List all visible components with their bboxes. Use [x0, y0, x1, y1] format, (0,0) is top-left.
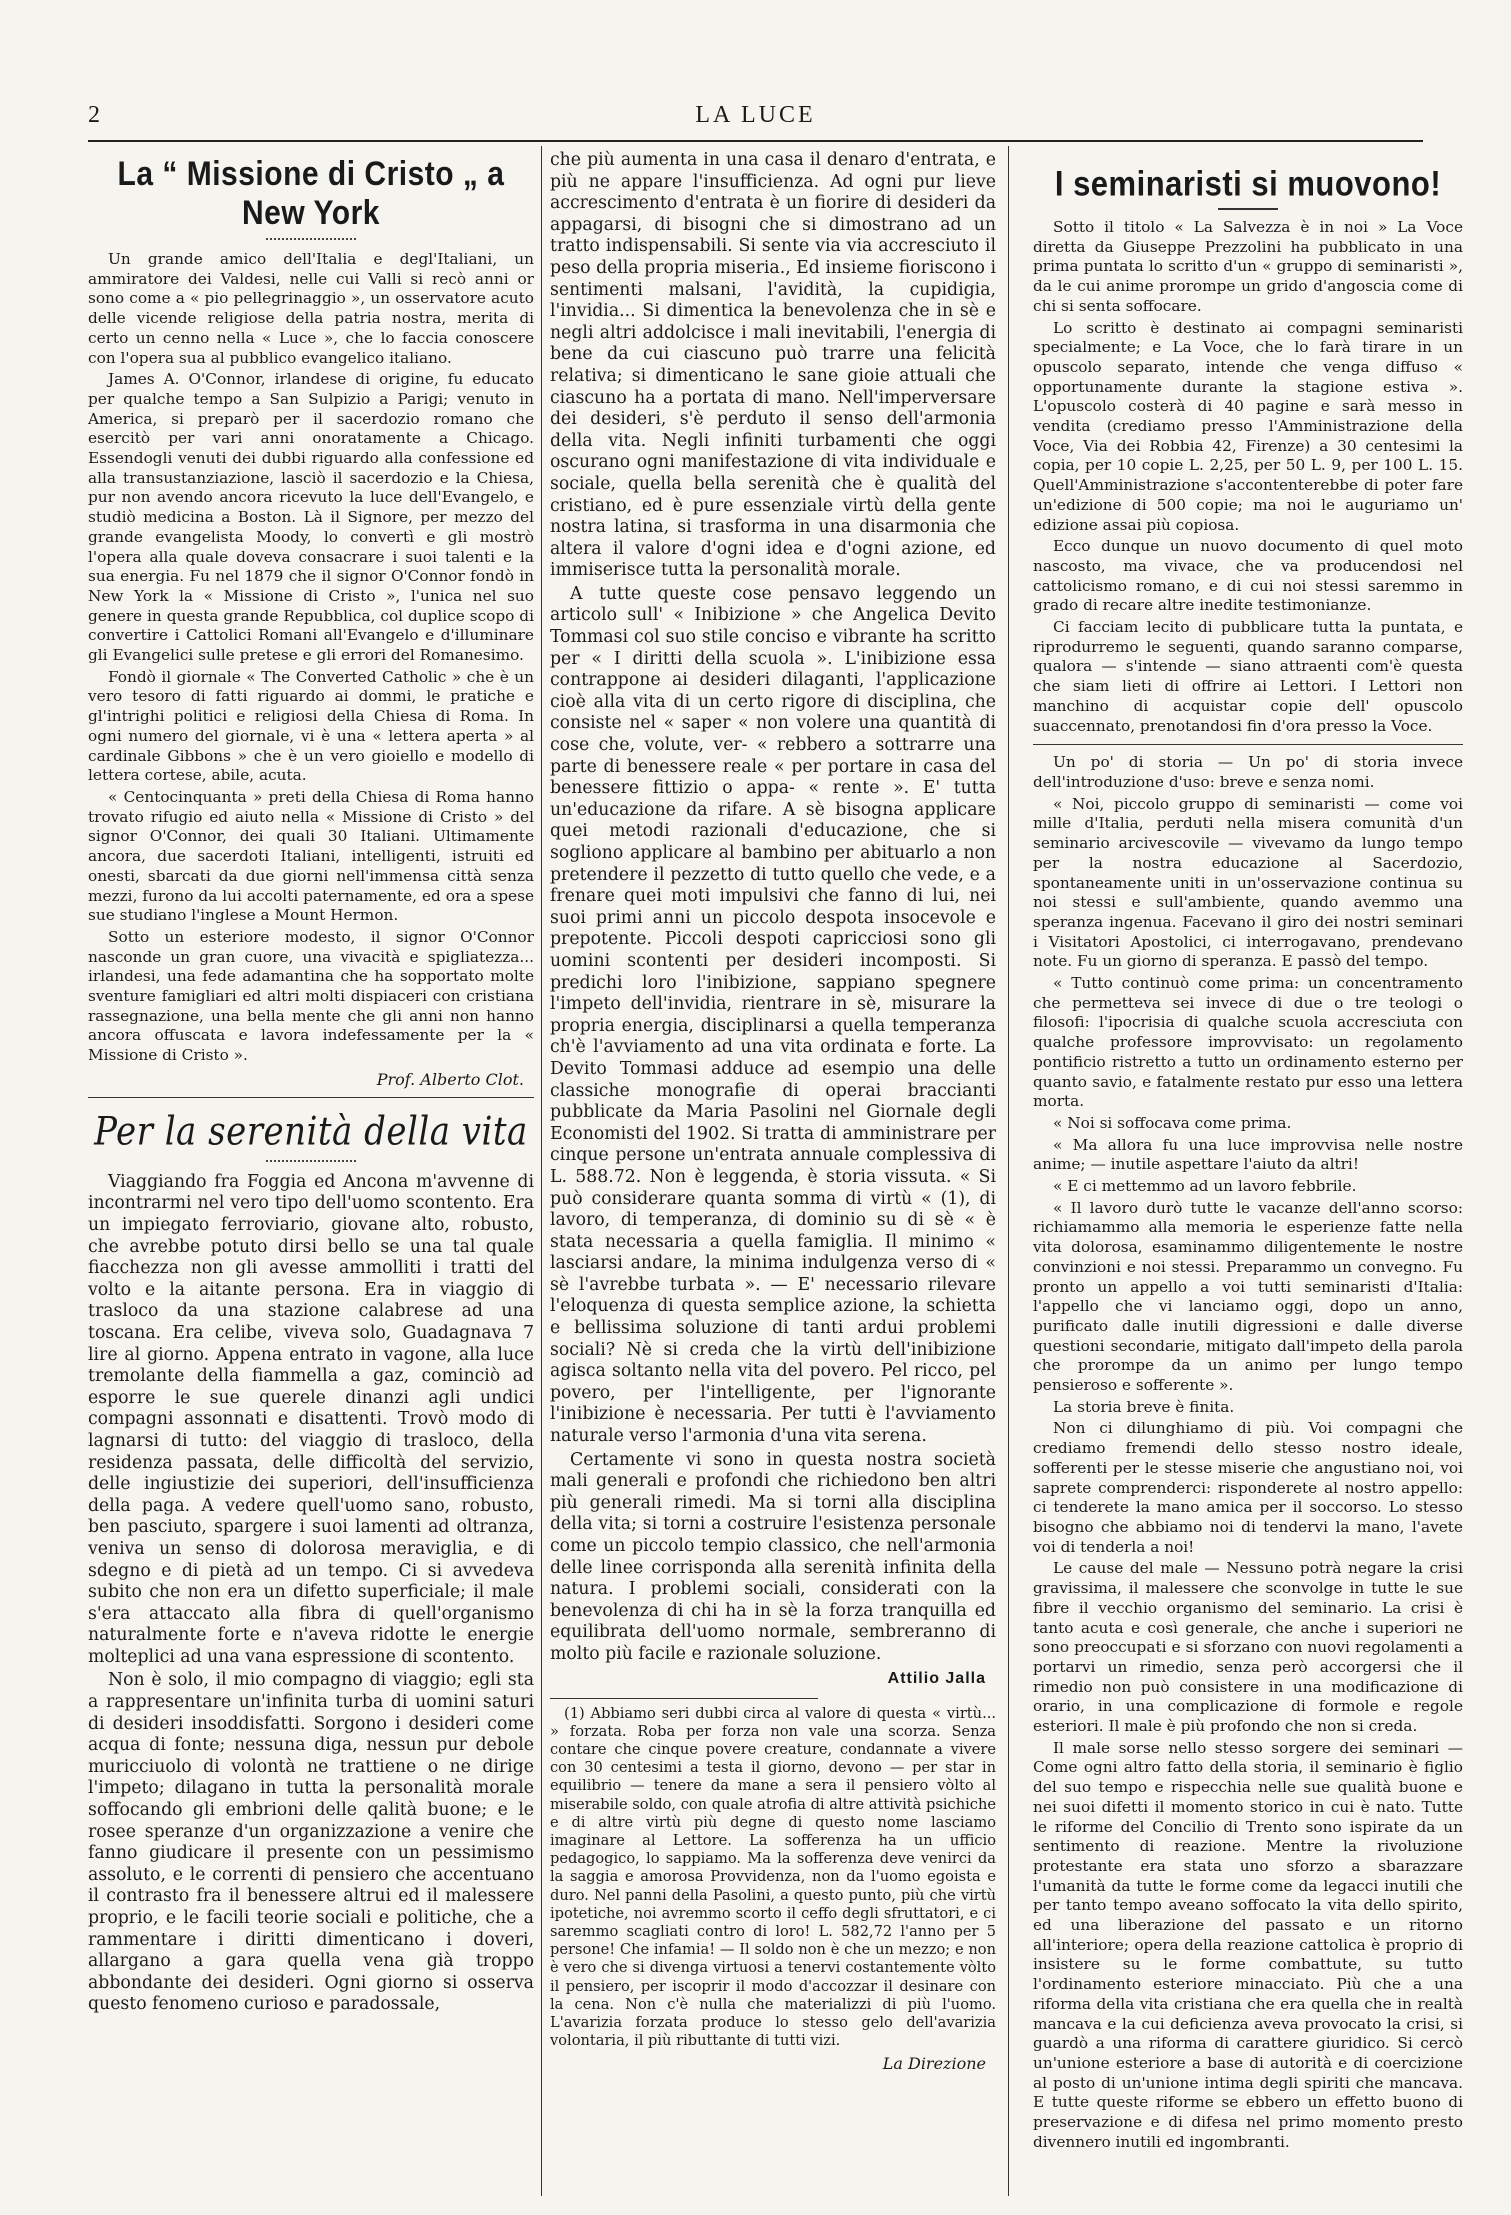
paragraph: Non ci dilunghiamo di più. Voi compagni che crediamo fremendi dello stesso nostro ideale, sofferenti per le stesse miserie che angustiano noi, voi saprete comprenderci: risponderete al nostro appello: ci tenderete la mano amica per il soccorso. Lo stesso bisogno che abbiamo noi di tendervi la mano, l'avete voi di tenderla a noi! — [1033, 1419, 1463, 1556]
column-3 — [1033, 150, 1463, 2190]
paragraph: Un grande amico dell'Italia e degl'Italiani, un ammiratore dei Valdesi, nelle cui Valli si recò anni or sono come a « pio pellegrinaggio », un osservatore acuto delle vicende religiose della patria nostra, merita di certo un cenno nella « Luce », che lo faccia conoscere con l'opera sua al pubblico evangelico italiano. — [88, 250, 534, 367]
paragraph: A tutte queste cose pensavo leggendo un articolo sull' « Inibizione » che Angelica Devito Tommasi col suo stile conciso e vibrante ha scritto per « I diritti della scuola ». L'inibizione essa contrappone ai desideri dilaganti, l'applicazione cioè alla vita di un certo rigore di disciplina, che consiste nel « saper « non volere una quantità di cose che, volute, ver- « rebbero a sottrarre una parte di benessere reale « per portare in casa del benessere fittizio o appa- « rente ». E' tutta un'educazione da rifare. A sè bisogna applicare quei metodi razionali d'educazione, che si sogliono applicare al bambino per abituarlo a non pretendere il pezzetto di tutto quello che vede, e a frenare quei moti impulsivi che fanno di lui, nei suoi primi anni un piccolo despota insocevole e prepotente. Piccoli despoti capricciosi sono gli uomini scontenti per desideri incomposti. Si predichi loro l'inibizione, sappiano spegnere l'impeto dell'invidia, rientrare in sè, misurare la propria energia, disciplinarsi a quella temperanza ch'è l'avviamento ad una vita ordinata e forte. La Devito Tommasi adduce ad esempio una delle classiche monografie di operai braccianti pubblicate da Maria Pasolini nel Giornale degli Economisti del 1902. Si tratta di amministrare per cinque persone un'entrata annuale complessiva di L. 588.72. Non è leggenda, è storia vissuta. « Si può considerare quanta somma di virtù « (1), di lavoro, di temperanza, di dominio su di sè « è stata necessaria a quella famiglia. Il minimo « lasciarsi andare, la minima indulgenza verso di « sè l'avrebbe turbata ». — E' necessario rilevare l'eloquenza di questa semplice azione, la schietta e bellissima soluzione di tanti ardui problemi sociali? Nè si creda che la virtù dell'inibizione agisca soltanto nella vita del povero. Pel ricco, pel povero, per l'intelligente, per l'ignorante l'inibizione è necessaria. Per tutti è l'avviamento naturale verso l'armonia d'una vita serena. — [550, 583, 996, 1447]
paragraph: Sotto un esteriore modesto, il signor O'Connor nasconde un gran cuore, una vivacità e spigliatezza... irlandesi, una fede adamantina che ha sopportato molte sventure famigliari ed altri molti dispiaceri con cristiana rassegnazione, una bella mente che gli anni non hanno ancora offuscata e lavora indefessamente per la « Missione di Cristo ». — [88, 927, 534, 1065]
column-2 — [550, 150, 996, 2190]
paragraph: « Noi, piccolo gruppo di seminaristi — come voi mille d'Italia, perduti nella misera comunità d'un seminario arcivescovile — vivevamo da lungo tempo per la nostra educazione al Sacerdozio, spontaneamente uniti in un'osservazione continua su noi stessi e sull'ambiente, quando avemmo una speranza ingenua. Facevano il giro dei nostri seminari i Visitatori Apostolici, ci interrogavano, prendevano note. Fu un giorno di speranza. E passò del tempo. — [1033, 794, 1463, 971]
paragraph: Fondò il giornale « The Converted Catholic » che è un vero tesoro di fatti riguardo ai dommi, le pratiche e gl'intrighi politici e religiosi della Chiesa di Roma. In ogni numero del giornale, vi è una « lettera aperta » al cardinale Gibbons » che è un vero gioiello e modello di lettera cortese, abile, acuta. — [88, 667, 534, 785]
header-rule — [88, 140, 1423, 142]
paragraph: Ci facciam lecito di pubblicare tutta la puntata, e riprodurremo le seguenti, quando saranno comparse, qualora — s'intende — siano attraenti com'è questa che siam lieti di offrire ai Lettori. I Lettori non manchino di acquistar copie dell' opuscolo suaccennato, prenotandosi fin d'ora presso la Voce. — [1033, 618, 1463, 735]
section-rule — [1033, 744, 1463, 745]
paragraph: Le cause del male — Nessuno potrà negare la crisi gravissima, il malessere che sconvolge in tutte le sue fibre il vecchio organismo del seminario. La crisi è tanto acuta e così generale, che anche i superiori ne sono preoccupati e si sforzano con nuovi regolamenti a portarvi un rimedio, senza però accorgersi che il rimedio non può consistere in una modificazione di orario, in una complicazione di formole e regole esteriori. Il male è più profondo che non si creda. — [1033, 1559, 1463, 1736]
paragraph: Certamente vi sono in questa nostra società mali generali e profondi che richiedono ben altri più generali rimedi. Ma si torni alla disciplina della vita; si torni a costruire l'esistenza personale come un piccolo tempio classico, che nell'armonia delle linee corrisponda alla serenità infinita della natura. I problemi sociali, considerati con la benevolenza di chi ha in sè la forza tranquilla ed equilibrata dell'uomo normale, sembreranno di molto più facile e razionale soluzione. — [550, 1449, 996, 1664]
paragraph: « E ci mettemmo ad un lavoro febbrile. — [1053, 1177, 1357, 1196]
signature-direzione: La Direzione — [882, 2054, 986, 2074]
masthead: LA LUCE — [695, 102, 816, 128]
article-separator — [88, 1097, 534, 1098]
article-title-missione: La “ Missione di Cristo „ a New York — [117, 154, 505, 232]
footnote-rule — [550, 1698, 818, 1699]
paragraph: « Noi si soffocava come prima. — [1053, 1113, 1292, 1132]
paragraph: Lo scritto è destinato ai compagni seminaristi specialmente; e La Voce, che lo farà tirare in un opuscolo separato, intende che venga diffuso « opportunamente durante la stagione estiva ». L'opuscolo costerà di 40 pagine e sarà messo in vendita (crediamo presso l'Amministrazione della Voce, Via dei Robbia 42, Firenze) a 30 centesimi la copia, per 10 copie L. 2,25, per 50 L. 9, per 100 L. 15. Quell'Amministrazione s'accontenterebbe di poter fare un'edizione di 500 copie; ma noi le auguriamo un' edizione assai più copiosa. — [1033, 318, 1463, 534]
paragraph: Non è solo, il mio compagno di viaggio; egli sta a rappresentare un'infinita turba di uomini saturi di desideri insoddisfatti. Sorgono i desideri come acqua di fonte; nessuna diga, nessun pur debole muricciuolo di volontà ne trattiene o ne dirige l'impeto; dilagano in tutta la personalità morale soffocando gli embrioni delle qalità buone; e le rosee speranze d'un organizzazione a venire che fanno giudicare il presente con un pessimismo assoluto, e le correnti di pensiero che accentuano il contrasto fra il benessere altrui ed il malessere proprio, e le facili teorie sociali e politiche, che a rammentare i diritti dimenticano i doveri, allargano a gara quella vena già troppo abbondante dei desideri. Ogni giorno si osserva questo fenomeno curioso e paradossale, — [88, 1670, 534, 2015]
signature-clot: Prof. Alberto Clot. — [376, 1069, 524, 1089]
footnote: (1) Abbiamo seri dubbi circa al valore di questa « virtù... » forzata. Roba per forza non vale una scorza. Senza contare che cinque povere creature, condannate a vivere con 30 centesimi a testa il giorno, devono — per star in equilibrio — tenere da mane a sera il pensiero vòlto al miserabile soldo, con quale atrofia di altre attività psichiche e di altre virtù più degne di questo nome lasciamo imaginare al Lettore. La sofferenza ha un ufficio pedagogico, lo sappiamo. Ma la sofferenza deve venirci da la saggia e amorosa Provvidenza, non da l'uomo egoista e duro. Nel panni della Pasolini, a questo punto, più che virtù ipotetiche, noi avremmo scorto il ceffo degli sfruttatori, e ci saremmo scagliati contro di loro! L. 582,72 l'anno per 5 persone! Che infamia! — Il soldo non è che un mezzo; e non è vero che si divenga virtuosi a tenervi costantemente vòlto il pensiero, per iscoprir il modo d'accozzar il desinare con la cena. Non c'è nulla che materializzi di più l'uomo. L'avarizia forzata produce lo stesso gelo dell'avarizia volontaria, il più ributtante di tutti vizi. — [550, 1704, 996, 2050]
paragraph: James A. O'Connor, irlandese di origine, fu educato per qualche tempo a San Sulpizio a Parigi; venuto in America, si preparò per il sacerdozio romano che esercitò per vari anni onoratamente a Chicago. Essendogli venuti dei dubbi riguardo alla confessione ed alla transustanziazione, lasciò il sacerdozio e la Chiesa, pur non avendo ancora ricevuto la luce dell'Evangelo, e studiò medicina a Boston. Là il Signore, per mezzo del grande evangelista Moody, lo convertì e gli mostrò l'opera alla quale doveva consacrare i suoi talenti e la sua energia. Fu nel 1879 che il signor O'Connor fondò in New York la « Missione di Cristo », l'unica nel suo genere in questa grande Repubblica, col duplice scopo di convertire i Cattolici Romani all'Evangelo e d'illuminare gli Evangelici sulle pretese e gli errori del Romanesimo. — [88, 370, 534, 665]
article-title-serenita: Per la serenità della vita — [94, 1108, 528, 1155]
paragraph: « Il lavoro durò tutte le vacanze dell'anno scorso: richiamammo alla memoria le esperienze fatte nella vita dolorosa, esaminammo diligentemente le nostre convinzioni e noi stessi. Preparammo un convegno. Fu pronto un appello a voi tutti seminaristi d'Italia: l'appello che vi lanciamo oggi, dopo un anno, purificato dalle inutili digressioni e dalle diverse questioni secondarie, mitigato dall'impeto della parola che prorompe da un animo per lungo tempo pensieroso e sofferente ». — [1033, 1198, 1463, 1395]
paragraph: che più aumenta in una casa il denaro d'entrata, e più ne appare l'insufficienza. Ad ogni pur lieve accrescimento d'entrata è un fiorire di desideri da appagarsi, di bisogni che si dimostrano ad un tratto indispensabili. Si sente via via accresciuto il peso della propria miseria., Ed insieme fioriscono i sentimenti malsani, l'avidità, la cupidigia, l'invidia... Si dimentica la benevolenza che in sè e negli altri addolcisce i mali inevitabili, l'energia di bene da cui ciascuno può trarre una felicità relativa; si dimenticano le sane gioie attuali che ciascuno ha a portata di mano. Nell'imperversare dei desideri, s'è perduto il senso dell'armonia della vita. Negli infiniti turbamenti che oggi oscurano ogni manifestazione di vita individuale e sociale, quella bella serenità che è qualità del cristiano, ed è pure essenziale virtù della gente nostra latina, si trasforma in una disarmonia che altera il valore d'ogni idea e d'ogni azione, ed immiserisce tutta la personalità morale. — [550, 150, 996, 581]
title-rule — [1218, 208, 1278, 210]
paragraph: « Tutto continuò come prima: un concentramento che permetteva sei invece di due o tre teologi o filosofi: l'ipocrisia di qualche scuola accresciuta con qualche professore improvvisato: un regolamento pontificio ristretto a tutto un ordinamento esterno per quanto savio, e fatalmente restato pur esso una lettera morta. — [1033, 974, 1463, 1111]
paragraph: Un po' di storia — Un po' di storia invece dell'introduzione d'uso: breve e senza nomi. — [1033, 753, 1463, 791]
paragraph: Ecco dunque un nuovo documento di quel moto nascosto, ma vivace, che va producendosi nel cattolicismo romano, e di cui noi stessi saremmo in grado di recare altre inedite testimonianze. — [1033, 537, 1463, 615]
page-header — [88, 102, 1423, 142]
page-number: 2 — [88, 102, 100, 128]
paragraph: Sotto il titolo « La Salvezza è in noi » La Voce diretta da Giuseppe Prezzolini ha pubblicato in una prima puntata lo scritto d'un « gruppo di seminaristi », da le cui anime prorompe un grido d'angoscia come di chi si senta soffocare. — [1033, 218, 1463, 315]
article-title-seminaristi: I seminaristi si muovono! — [1054, 163, 1442, 204]
title-ornament — [266, 1156, 356, 1162]
signature-jalla: Attilio Jalla — [887, 1669, 986, 1687]
paragraph: « Ma allora fu una luce improvvisa nelle nostre anime; — inutile aspettare l'aiuto da altri! — [1033, 1135, 1463, 1174]
paragraph: Viaggiando fra Foggia ed Ancona m'avvenne di incontrarmi nel vero tipo dell'uomo scontento. Era un impiegato ferroviario, giovane alto, robusto, che avrebbe potuto dirsi bello se una tal quale fiacchezza non gli avesse ammolliti i tratti del volto e la aitante persona. Era in viaggio di trasloco da una stazione calabrese ad una toscana. Era celibe, viveva solo, Guadagnava 7 lire al giorno. Appena entrato in vagone, alla luce tremolante della fiammella a gaz, cominciò ad esporre le sue querele dinanzi agli undici compagni assonnati e disattenti. Trovò modo di lagnarsi di tutto: del viaggio di trasloco, della residenza passata, delle difficoltà del servizio, delle ingiustizie dei superiori, dell'insufficienza della paga. A vedere quell'uomo sano, robusto, ben pasciuto, spargere i suoi lamenti ad oltranza, veniva un senso di dolorosa meraviglia, e di sdegno e di pietà ad un tempo. Ci si avvedeva subito che non era un difetto superficiale; il male s'era attaccato alla fibra di quell'organismo naturalmente forte e n'aveva ridotte le energie molteplici ad una vana espressione di scontento. — [88, 1171, 534, 1667]
paragraph: Il male sorse nello stesso sorgere dei seminari — Come ogni altro fatto della storia, il seminario è figlio del suo tempo e rispecchia nelle sue qualità buone e nei suoi difetti il momento storico in cui è nato. Tutte le riforme del Concilio di Trento sono ispirate da un sentimento di reazione. Mentre la rivoluzione protestante era stata uno sforzo a sbarazzare l'umanità da tutte le forme come da legacci inutili che per tanto tempo aveano soffocato la vita dello spirito, ed una liberazione del passato e un ritorno all'interiore; opera della reazione cattolica è proprio di insistere su le forme combattute, su tutto l'ordinamento esteriore minacciato. Più che a una riforma della vita cristiana che era quella che in realtà mancava e la cui deficienza aveva provocato la crisi, si guardò a una riforma di carattere giuridico. Si cercò un'unione esteriore a base di autorità e di coercizione al posto di un'unione intima degli spiriti che mancava. E tutte queste riforme se ebbero un effetto buono di preservazione e di difesa nel primo momento presto divennero inutili ed ingombranti. — [1033, 1738, 1463, 2151]
title-ornament — [266, 234, 356, 240]
column-rule-2 — [1008, 146, 1009, 2196]
column-1 — [88, 150, 534, 2190]
column-rule-1 — [541, 146, 542, 2196]
paragraph: « Centocinquanta » preti della Chiesa di Roma hanno trovato rifugio ed aiuto nella « Missione di Cristo » del signor O'Connor, dei quali 30 Italiani. Ultimamente ancora, due sacerdoti Italiani, intelligenti, istruiti ed onesti, sbarcati da due giorni nell'immensa città senza mezzi, furono da lui accolti paternamente, ed ora a spese sue studiano l'inglese a Mount Hermon. — [88, 787, 534, 925]
paragraph: La storia breve è finita. — [1053, 1397, 1235, 1416]
